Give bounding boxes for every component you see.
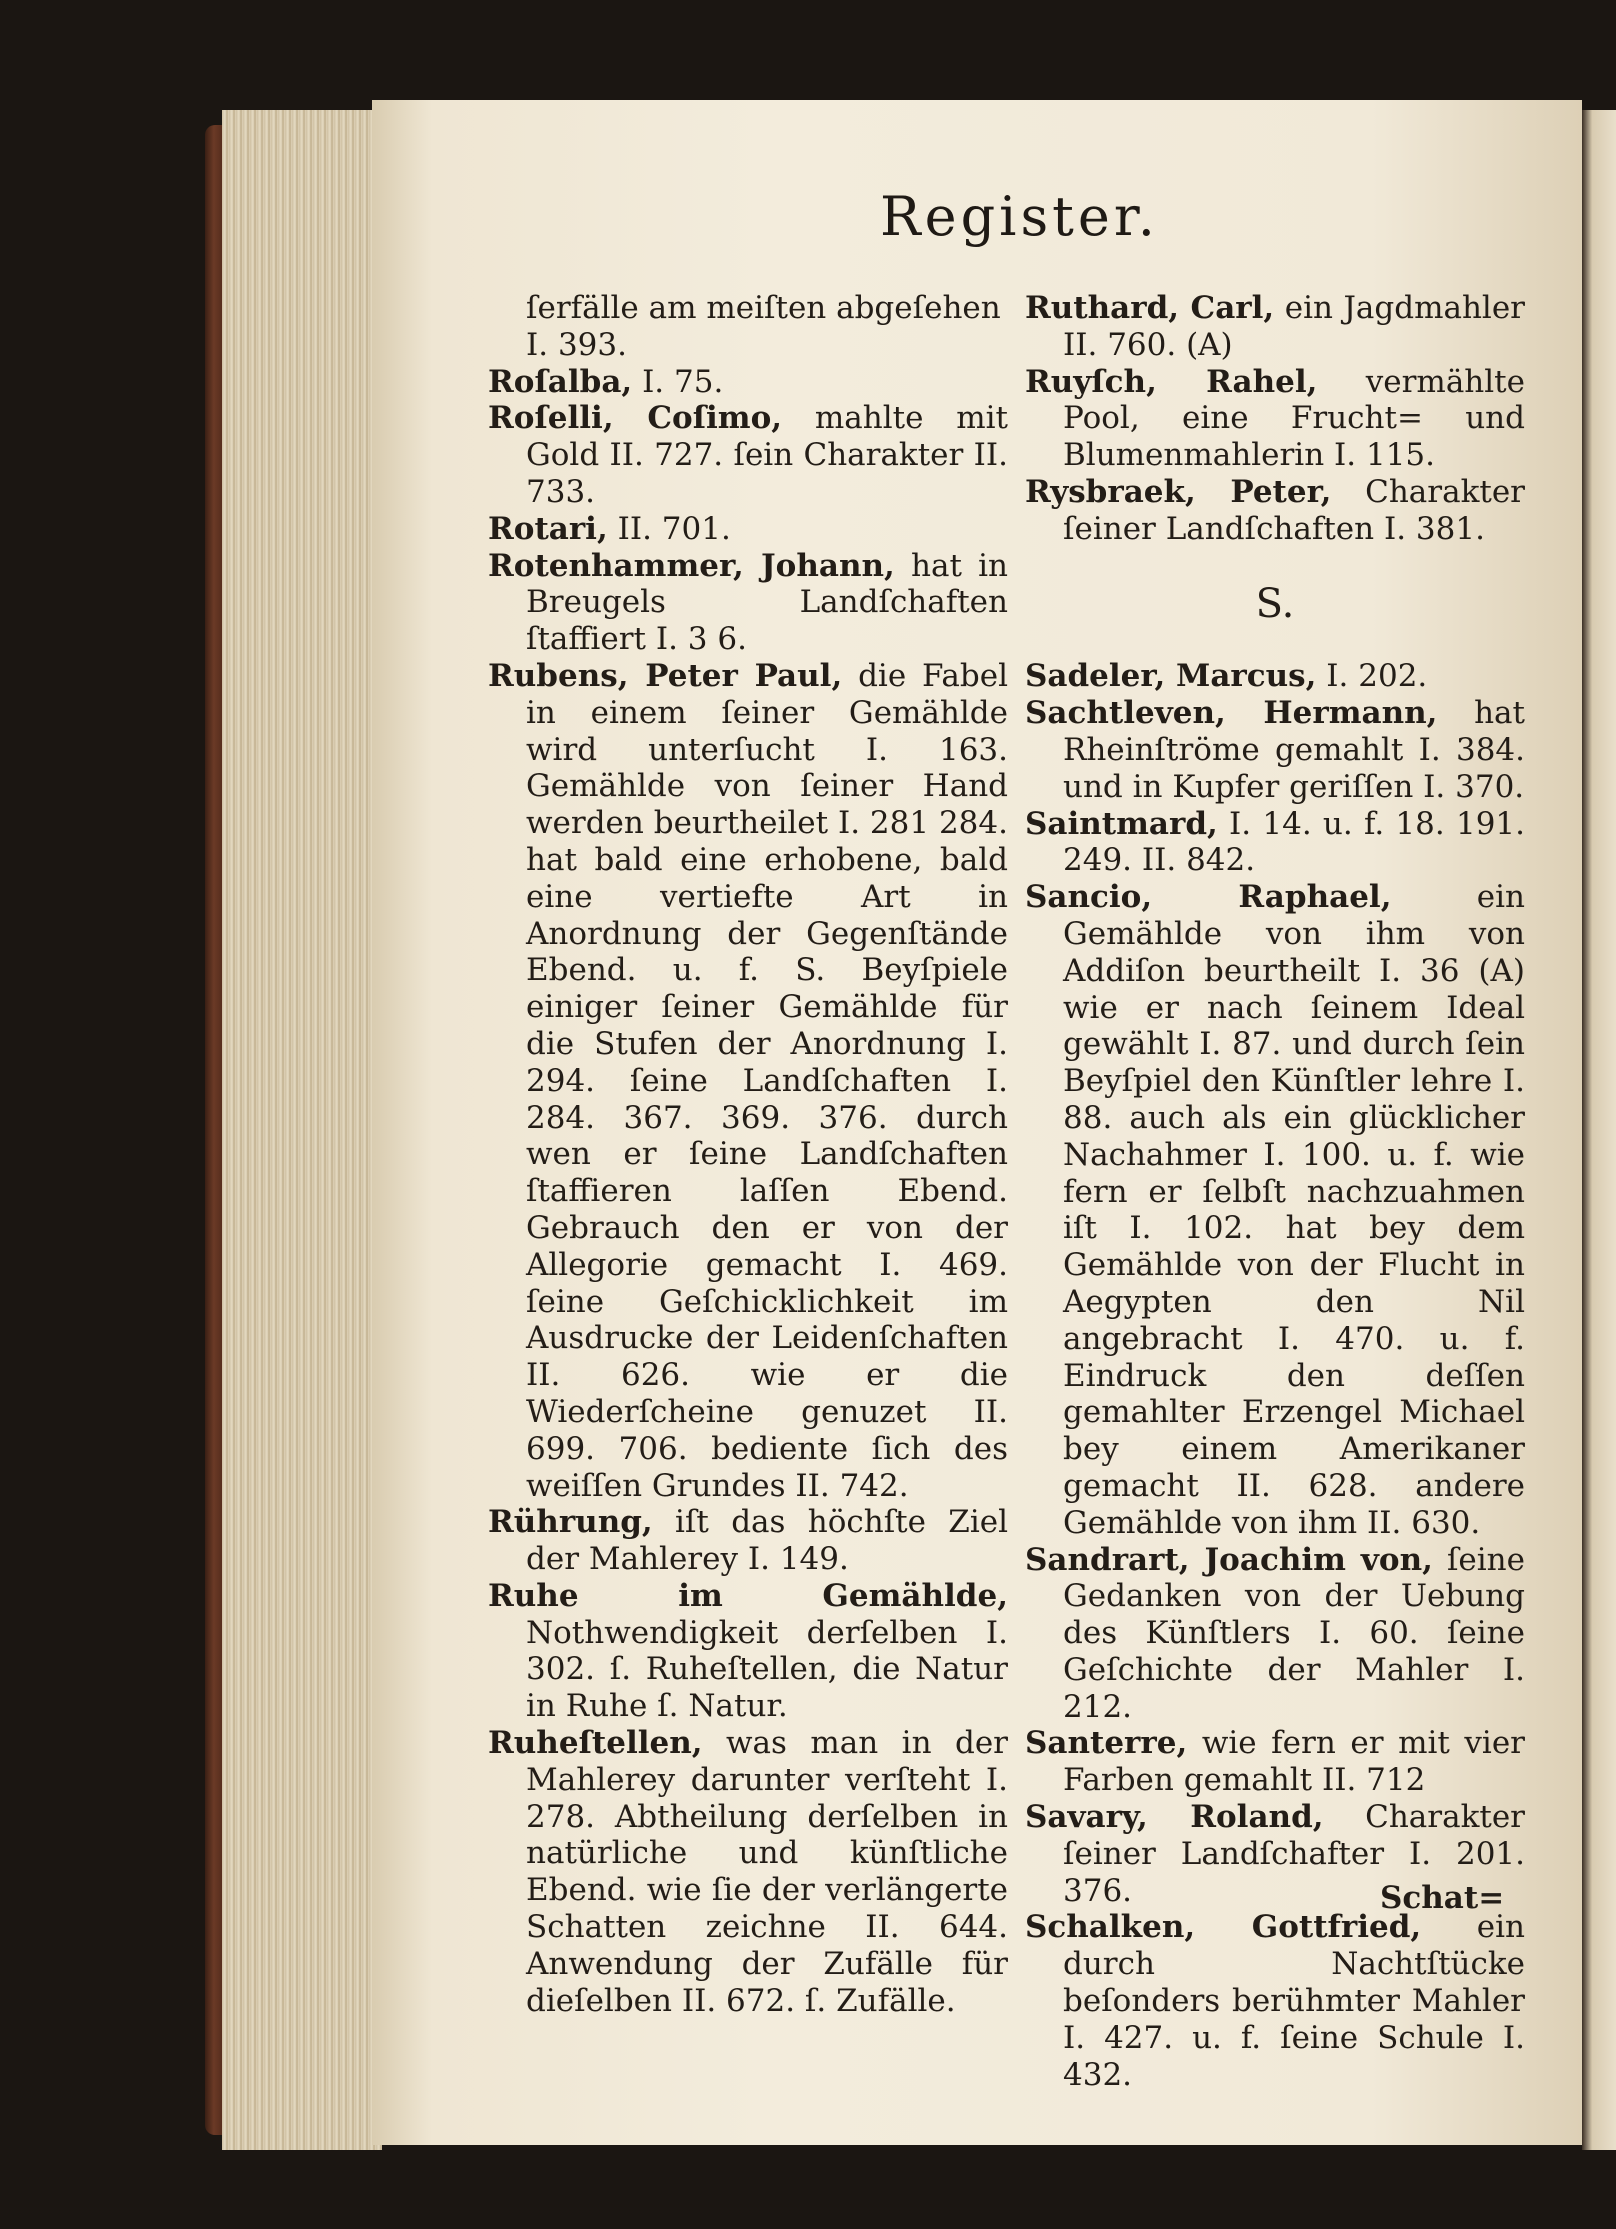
entry-head: Schalken, Gottfried, <box>1025 1909 1422 1946</box>
entry-text: II. 701. <box>617 510 731 547</box>
index-entry <box>1025 879 1525 1541</box>
index-entry <box>1025 474 1525 548</box>
entry-text: iſt das höchſte Ziel der Mahlerey I. 149. <box>526 1504 1008 1578</box>
index-entry <box>488 511 1008 548</box>
index-entry <box>488 548 1008 658</box>
index-entry <box>488 364 1008 401</box>
entry-head: Roſalba, <box>488 363 633 400</box>
entry-text: was man in der Mahlerey darunter verſteht I. 278. Abtheilung derſelben in natürliche und künſtliche Ebend. wie ſie der verlängerte Schatten zeichne II. 644. Anwendung der Zufälle für dieſelben II. 672. ſ. Zufälle. <box>526 1725 1009 2019</box>
entry-head: Rysbraek, Peter, <box>1025 473 1332 510</box>
left-column <box>488 290 1008 2019</box>
entry-head: Rotari, <box>488 510 608 547</box>
entry-text: Charakter ſeiner Landſchafter I. 201. 376. <box>1063 1799 1525 1909</box>
entry-head: Sancio, Raphael, <box>1025 879 1392 916</box>
entry-head: Rotenhammer, Johann, <box>488 547 895 584</box>
index-entry <box>488 1725 1008 2019</box>
continuation-text: ſerfälle am meiſten abgeſehen I. 393. <box>526 290 1001 363</box>
entry-text: hat Rheinſtröme gemahlt I. 384. und in Kupfer geriſſen I. 370. <box>1063 695 1525 805</box>
index-entry <box>488 1504 1008 1578</box>
entry-head: Ruthard, Carl, <box>1025 290 1275 326</box>
index-entry <box>1025 1909 1525 2093</box>
entry-text: hat in Breugels Landſchaften ſtaffiert I. 3 6. <box>526 547 1008 658</box>
index-entry <box>1025 806 1525 880</box>
right-column <box>1025 290 1525 2093</box>
entry-text: Nothwendigkeit derſelben I. 302. ſ. Ruheſtellen, die Natur in Ruhe ſ. Natur. <box>526 1614 1008 1725</box>
entry-head: Savary, Roland, <box>1025 1799 1324 1836</box>
index-entry <box>488 658 1008 1504</box>
entry-head: Rubens, Peter Paul, <box>488 657 843 694</box>
page-title: Register. <box>880 185 1159 248</box>
entry-text: mahlte mit Gold II. 727. ſein Charakter II. 733. <box>526 400 1008 510</box>
entry-text: ein Gemählde von ihm von Addiſon beurtheilt I. 36 (A) wie er nach ſeinem Ideal gewählt I. 87. und durch ſein Beyſpiel den Künſtler lehre I. 88. auch als ein glücklicher Nachahmer I. 100. u. f. wie fern er ſelbſt nachzuahmen iſt I. 102. hat bey dem Gemählde von der Flucht in Aegypten den Nil angebracht I. 470. u. f. Eindruck den deſſen gemahlter Erzengel Michael bey einem Amerikaner gemacht II. 628. andere Gemählde von ihm II. 630. <box>1063 879 1525 1541</box>
index-entry <box>1025 658 1525 695</box>
catchword: Schat= <box>1380 1880 1505 1916</box>
entry-head: Saintmard, <box>1025 805 1218 842</box>
entry-head: Sachtleven, Hermann, <box>1025 695 1438 732</box>
entry-text: die Fabel in einem ſeiner Gemählde wird unterſucht I. 163. Gemählde von ſeiner Hand werden beurtheilet I. 281 284. hat bald eine erhobene, bald eine vertiefte Art in Anordnung der Gegenſtände Ebend. u. f. S. Beyſpiele einiger ſeiner Gemählde für die Stufen der Anordnung I. 294. ſeine Landſchaften I. 284. 367. 369. 376. durch wen er ſeine Landſchaften ſtaffieren laſſen Ebend. Gebrauch den er von der Allegorie gemacht I. 469. ſeine Geſchicklichkeit im Ausdrucke der Leidenſchaften II. 626. wie er die Wiederſcheine genuzet II. 699. 706. bediente ſich des weiſſen Grundes II. 742. <box>526 657 1008 1504</box>
index-entry <box>488 1578 1008 1725</box>
index-entry <box>1025 1542 1525 1726</box>
entry-text: vermählte Pool, eine Frucht= und Blumenmahlerin I. 115. <box>1063 363 1525 474</box>
index-entry <box>1025 364 1525 474</box>
entry-head: Ruheſtellen, <box>488 1725 703 1762</box>
entry-text: ein Jagdmahler II. 760. (A) <box>1063 290 1525 363</box>
entry-text: I. 75. <box>642 363 724 400</box>
entry-head: Roſelli, Coſimo, <box>488 400 783 437</box>
entry-text: I. 202. <box>1326 658 1428 695</box>
entry-head: Ruyſch, Rahel, <box>1025 363 1318 400</box>
entry-text: I. 14. u. f. 18. 191. 249. II. 842. <box>1063 805 1525 879</box>
index-entry <box>1025 695 1525 805</box>
entry-head: Rührung, <box>488 1504 653 1541</box>
facing-page-edge <box>1582 110 1616 2150</box>
page-block-edges <box>222 110 382 2150</box>
entry-text: wie fern er mit vier Farben gemahlt II. 712 <box>1063 1725 1526 1799</box>
entry-text: ein durch Nachtſtücke beſonders berühmter Mahler I. 427. u. f. ſeine Schule I. 432. <box>1063 1909 1526 2093</box>
entry-head: Ruhe im Gemählde, <box>488 1577 1008 1614</box>
index-entry <box>1025 290 1525 364</box>
entry-head: Santerre, <box>1025 1725 1188 1762</box>
index-entry <box>1025 1725 1525 1799</box>
section-letter: S. <box>1255 580 1295 627</box>
entry-text: Charakter ſeiner Landſchaften I. 381. <box>1063 473 1525 547</box>
entry-head: Sadeler, Marcus, <box>1025 658 1317 695</box>
index-entry <box>488 400 1008 510</box>
entry-text: ſeine Gedanken von der Uebung des Künſtlers I. 60. ſeine Geſchichte der Mahler I. 212. <box>1063 1541 1525 1725</box>
entry-head: Sandrart, Joachim von, <box>1025 1541 1433 1578</box>
